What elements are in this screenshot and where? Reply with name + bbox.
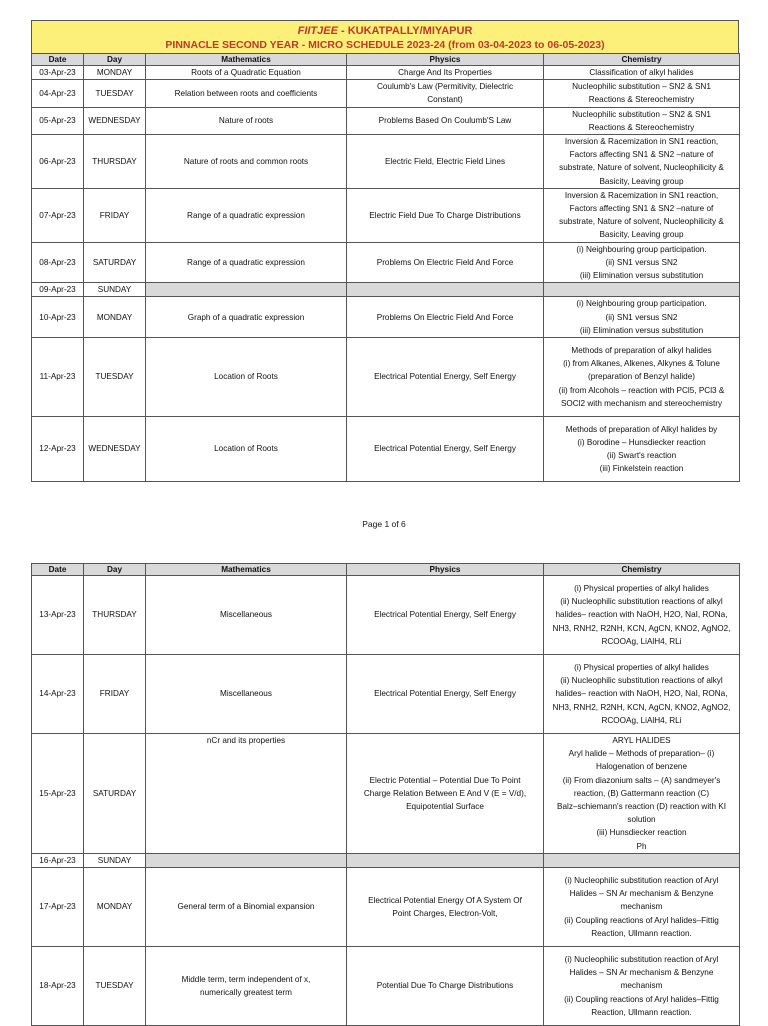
chem-line: (i) Nucleophilic substitution reaction of Aryl [564,876,719,886]
chem-line: (ii) Swart's reaction [606,451,677,461]
table-row [32,80,740,107]
math-line: Nature of roots [218,116,274,126]
date-cell: 18-Apr-23 [32,947,84,1026]
institute-title [32,21,738,38]
math-line: numerically greatest term [200,988,292,998]
physics-line: Coulumb's Law (Permitivity, Dielectric [376,82,514,92]
column-header-physics: Physics [347,54,544,66]
schedule-header [31,20,739,53]
physics-line: Electrical Potential Energy, Self Energy [374,444,516,454]
physics-line: Constant) [427,95,463,105]
math-line: Middle term, term independent of x, [181,974,311,984]
chem-cell [544,297,740,338]
table-header-row [32,54,740,66]
table-row [32,135,740,189]
date-cell: 11-Apr-23 [32,338,84,417]
math-line: Graph of a quadratic expression [187,312,305,322]
chem-cell [544,80,740,107]
day-cell: MONDAY [84,66,146,80]
table-row [32,734,740,854]
chem-line: Reactions & Stereochemistry [588,95,695,105]
physics-cell [347,135,544,189]
physics-line: Charge And Its Properties [398,68,492,77]
date-cell: 10-Apr-23 [32,297,84,338]
chem-line: Reactions & Stereochemistry [588,122,695,132]
column-header-day: Day [84,564,146,576]
chem-line: Nucleophilic substitution – SN2 & SN1 [572,109,711,119]
math-line: Location of Roots [214,372,278,382]
math-cell [146,853,347,867]
math-cell [146,338,347,417]
math-line: Location of Roots [214,444,278,454]
column-header-day: Day [84,54,146,66]
table-row [32,188,740,242]
chem-line: Ph [636,841,647,851]
date-cell: 08-Apr-23 [32,242,84,283]
chem-cell [544,947,740,1026]
table-row [32,66,740,80]
date-cell: 17-Apr-23 [32,868,84,947]
schedule-page-1 [31,20,739,482]
physics-cell [347,576,544,655]
chem-cell [544,734,740,854]
column-header-chem: Chemistry [544,54,740,66]
chem-cell [544,338,740,417]
math-cell [146,188,347,242]
chem-line: halides– reaction with NaOH, H2O, NaI, RONa, [555,689,728,699]
chem-line: (iii) Hunsdiecker reaction [596,828,687,838]
schedule-table-page-1 [31,53,740,482]
day-cell: SATURDAY [84,242,146,283]
chem-line: ARYL HALIDES [612,736,671,745]
chem-line: (i) Neighbouring group participation. [576,244,707,254]
brand-logo-text: FIITJEE [297,25,338,37]
date-cell: 16-Apr-23 [32,853,84,867]
math-line: nCr and its properties [206,736,286,745]
physics-cell [347,853,544,867]
date-cell: 13-Apr-23 [32,576,84,655]
math-line: General term of a Binomial expansion [177,902,315,912]
date-cell: 06-Apr-23 [32,135,84,189]
physics-line: Equipotential Surface [406,802,484,812]
table-row [32,242,740,283]
chem-cell [544,868,740,947]
chem-cell [544,853,740,867]
physics-cell [347,242,544,283]
physics-cell [347,188,544,242]
schedule-page-2 [31,563,739,1026]
table-row [32,417,740,482]
chem-line: (i) Neighbouring group participation. [576,299,707,309]
physics-cell [347,417,544,482]
day-cell: SUNDAY [84,283,146,297]
date-cell: 04-Apr-23 [32,80,84,107]
physics-line: Electrical Potential Energy, Self Energy [374,372,516,382]
math-cell [146,283,347,297]
day-cell: MONDAY [84,868,146,947]
schedule-table-page-2 [31,563,740,1026]
chem-line: reaction, (B) Gattermann reaction (C) [573,788,710,798]
page-footer: Page 1 of 6 [362,519,406,529]
chem-line: Inversion & Racemization in SN1 reaction, [564,137,719,147]
physics-line: Electrical Potential Energy, Self Energy [374,610,516,620]
date-cell: 07-Apr-23 [32,188,84,242]
day-cell: WEDNESDAY [84,107,146,134]
chem-line: (iii) Finkelstein reaction [599,464,684,474]
physics-line: Electrical Potential Energy Of A System Of [368,895,522,905]
chem-cell [544,242,740,283]
table-row [32,338,740,417]
physics-cell [347,283,544,297]
day-cell: MONDAY [84,297,146,338]
column-header-math: Mathematics [146,54,347,66]
chem-cell [544,655,740,734]
day-cell: SUNDAY [84,853,146,867]
chem-line: (ii) SN1 versus SN2 [605,312,678,322]
holiday-row [32,853,740,867]
chem-line: Aryl halide – Methods of preparation– (i) [568,749,715,759]
table-row [32,868,740,947]
chem-line: Basicity, Leaving group [599,230,684,240]
chem-line: (ii) Nucleophilic substitution reactions of alkyl [560,597,723,607]
chem-cell [544,107,740,134]
date-cell: 12-Apr-23 [32,417,84,482]
chem-cell [544,576,740,655]
chem-line: Reaction, Ullmann reaction. [591,928,692,938]
chem-line: Reaction, Ullmann reaction. [591,1007,692,1017]
chem-line: NH3, RNH2, R2NH, KCN, AgCN, KNO2, AgNO2, [552,623,731,633]
math-line: Range of a quadratic expression [187,210,305,220]
chem-line: substrate, Nature of solvent, Nucleophilicity & [559,217,724,227]
chem-line: (ii) Coupling reactions of Aryl halides–Fittig [564,915,719,925]
chem-line: (preparation of Benzyl halide) [588,372,695,382]
table-row [32,947,740,1026]
holiday-row [32,283,740,297]
chem-line: Balz–schiemann's reaction (D) reaction with KI [556,802,727,812]
physics-line: Electric Field, Electric Field Lines [384,156,506,166]
chem-line: NH3, RNH2, R2NH, KCN, AgCN, KNO2, AgNO2, [552,702,731,712]
chem-line: (i) Nucleophilic substitution reaction of Aryl [564,955,719,965]
day-cell: TUESDAY [84,338,146,417]
chem-line: mechanism [620,981,663,991]
chem-line: Halides – SN Ar mechanism & Benzyne [569,968,714,978]
math-cell [146,80,347,107]
chem-line: (iii) Elimination versus substitution [579,271,704,281]
math-cell [146,734,347,854]
math-cell [146,66,347,80]
column-header-math: Mathematics [146,564,347,576]
chem-line: Basicity, Leaving group [599,176,684,186]
math-cell [146,297,347,338]
physics-line: Point Charges, Electron-Volt, [392,909,498,919]
physics-line: Electric Potential – Potential Due To Point [369,775,521,785]
chem-line: (ii) Nucleophilic substitution reactions of alkyl [560,676,723,686]
math-line: Miscellaneous [220,610,272,620]
physics-cell [347,66,544,80]
table-row [32,576,740,655]
physics-line: Electrical Potential Energy, Self Energy [374,689,516,699]
schedule-title: PINNACLE SECOND YEAR - MICRO SCHEDULE 2023-24 (from 03-04-2023 to 06-05-2023) [165,39,605,51]
math-cell [146,242,347,283]
math-line: Relation between roots and coefficients [174,88,318,98]
math-cell [146,576,347,655]
physics-line: Potential Due To Charge Distributions [376,981,514,991]
chem-line: mechanism [620,902,663,912]
chem-line: (ii) Coupling reactions of Aryl halides–Fittig [564,994,719,1004]
day-cell: SATURDAY [84,734,146,854]
date-cell: 03-Apr-23 [32,66,84,80]
chem-line: (ii) from Alcohols – reaction with PCl5, PCl3 & [558,385,725,395]
math-cell [146,135,347,189]
chem-line: (i) Physical properties of alkyl halides [574,662,709,672]
chem-cell [544,66,740,80]
math-cell [146,868,347,947]
chem-cell [544,417,740,482]
date-cell: 15-Apr-23 [32,734,84,854]
math-line: Range of a quadratic expression [187,257,305,267]
math-line: Miscellaneous [220,689,272,699]
chem-line: RCOOAg, LiAlH4, RLi [601,636,682,646]
day-cell: THURSDAY [84,135,146,189]
chem-line: halides– reaction with NaOH, H2O, NaI, RONa, [555,610,728,620]
math-cell [146,947,347,1026]
column-header-physics: Physics [347,564,544,576]
physics-cell [347,868,544,947]
chem-line: Halides – SN Ar mechanism & Benzyne [569,889,714,899]
chem-line: Factors affecting SN1 & SN2 –nature of [569,150,714,160]
chem-line: Methods of preparation of Alkyl halides by [565,424,718,434]
column-header-date: Date [32,54,84,66]
chem-line: (ii) From diazonium salts – (A) sandmeyer's [562,775,721,785]
table-row [32,655,740,734]
chem-cell [544,135,740,189]
physics-cell [347,107,544,134]
physics-line: Problems Based On Coulumb'S Law [378,116,512,126]
physics-cell [347,734,544,854]
chem-line: solution [627,815,656,825]
physics-cell [347,655,544,734]
chem-line: Halogenation of benzene [595,762,688,772]
table-row [32,107,740,134]
date-cell: 09-Apr-23 [32,283,84,297]
chem-line: (iii) Elimination versus substitution [579,325,704,335]
math-line: Nature of roots and common roots [183,156,309,166]
physics-line: Problems On Electric Field And Force [376,257,514,267]
chem-line: RCOOAg, LiAlH4, RLi [601,715,682,725]
math-line: Roots of a Quadratic Equation [191,68,301,77]
chem-line: (i) from Alkanes, Alkenes, Alkynes & Tolune [563,359,720,369]
center-name: - KUKATPALLY/MIYAPUR [337,25,473,37]
day-cell: WEDNESDAY [84,417,146,482]
physics-cell [347,338,544,417]
chem-line: Nucleophilic substitution – SN2 & SN1 [572,82,711,92]
chem-cell [544,283,740,297]
chem-line: (ii) SN1 versus SN2 [605,257,678,267]
day-cell: FRIDAY [84,655,146,734]
day-cell: FRIDAY [84,188,146,242]
day-cell: TUESDAY [84,947,146,1026]
physics-cell [347,947,544,1026]
math-cell [146,107,347,134]
physics-line: Problems On Electric Field And Force [376,312,514,322]
chem-line: Methods of preparation of alkyl halides [571,346,712,356]
chem-line: substrate, Nature of solvent, Nucleophilicity & [559,163,724,173]
chem-line: Inversion & Racemization in SN1 reaction, [564,190,719,200]
column-header-chem: Chemistry [544,564,740,576]
table-header-row [32,564,740,576]
date-cell: 05-Apr-23 [32,107,84,134]
physics-cell [347,297,544,338]
chem-line: Factors affecting SN1 & SN2 –nature of [569,204,714,214]
math-cell [146,655,347,734]
chem-cell [544,188,740,242]
day-cell: THURSDAY [84,576,146,655]
day-cell: TUESDAY [84,80,146,107]
chem-line: Classification of alkyl halides [589,68,694,77]
column-header-date: Date [32,564,84,576]
date-cell: 14-Apr-23 [32,655,84,734]
physics-line: Charge Relation Between E And V (E = V/d), [363,788,527,798]
physics-cell [347,80,544,107]
math-cell [146,417,347,482]
physics-line: Electric Field Due To Charge Distributions [369,210,521,220]
table-row [32,297,740,338]
chem-line: SOCl2 with mechanism and stereochemistry [560,398,723,408]
chem-line: (i) Borodine – Hunsdiecker reaction [577,437,706,447]
chem-line: (i) Physical properties of alkyl halides [574,583,709,593]
